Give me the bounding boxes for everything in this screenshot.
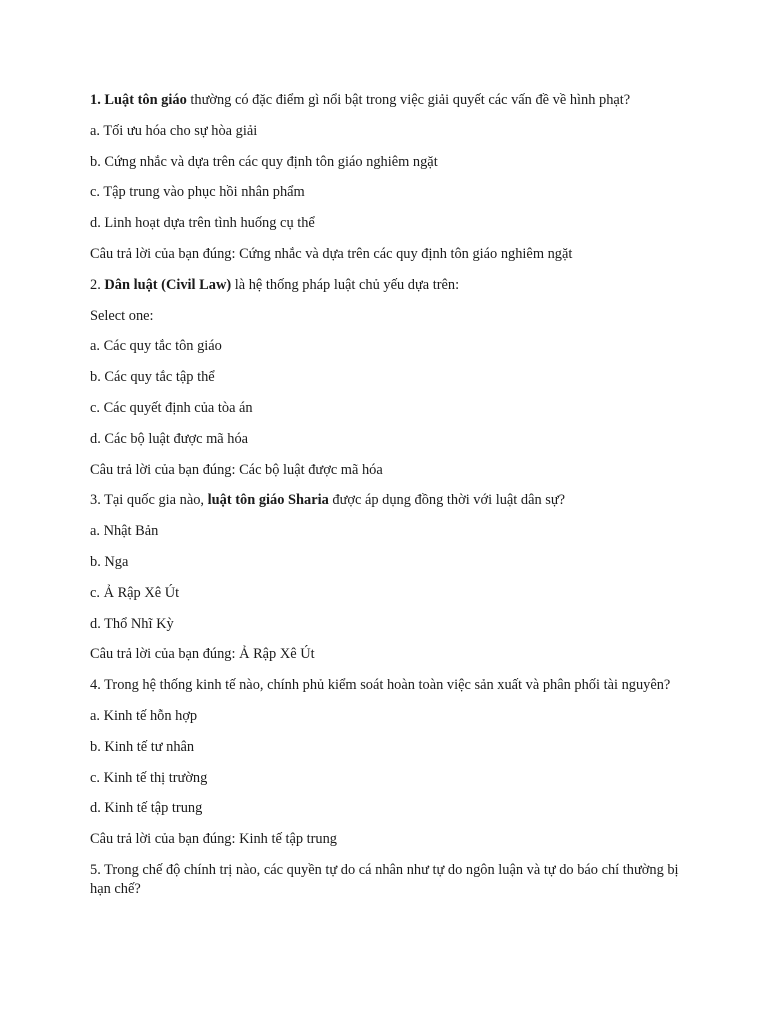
question-2-option-c: c. Các quyết định của tòa án	[90, 399, 253, 416]
question-3-answer: Câu trả lời của bạn đúng: Ả Rập Xê Út	[90, 646, 315, 663]
question-2-select-one: Select one:	[90, 307, 154, 324]
question-4-answer: Câu trả lời của bạn đúng: Kinh tế tập trung	[90, 831, 337, 848]
question-3-option-d: d. Thổ Nhĩ Kỳ	[90, 615, 174, 632]
question-3-keyword: luật tôn giáo Sharia	[207, 492, 329, 509]
quiz-document	[90, 91, 680, 911]
question-1-answer: Câu trả lời của bạn đúng: Cứng nhắc và dựa trên các quy định tôn giáo nghiêm ngặt	[90, 245, 573, 262]
question-3-option-c: c. Ả Rập Xê Út	[90, 584, 180, 601]
question-2-option-d: d. Các bộ luật được mã hóa	[90, 430, 249, 447]
question-2	[90, 276, 680, 295]
question-4: 4. Trong hệ thống kinh tế nào, chính phủ kiểm soát hoàn toàn việc sản xuất và phân phối tài nguyên?	[90, 677, 671, 694]
question-1-keyword: Luật tôn giáo	[104, 92, 187, 108]
question-4-option-a: a. Kinh tế hỗn hợp	[90, 707, 198, 724]
question-1-option-d: d. Linh hoạt dựa trên tình huống cụ thể	[90, 215, 315, 232]
question-2-answer: Câu trả lời của bạn đúng: Các bộ luật được mã hóa	[90, 461, 383, 478]
question-4-option-d: d. Kinh tế tập trung	[90, 800, 203, 817]
question-1-number: 1.	[90, 92, 101, 108]
question-1-option-b: b. Cứng nhắc và dựa trên các quy định tôn giáo nghiêm ngặt	[90, 153, 438, 170]
question-3-option-a: a. Nhật Bản	[90, 523, 159, 540]
question-3	[90, 491, 680, 510]
question-1-option-a: a. Tối ưu hóa cho sự hòa giải	[90, 122, 258, 139]
question-5: 5. Trong chế độ chính trị nào, các quyền tự do cá nhân như tự do ngôn luận và tự do báo chí thường bị hạn chế?	[90, 861, 679, 897]
question-1-text: thường có đặc điểm gì nổi bật trong việc giải quyết các vấn đề về hình phạt?	[186, 92, 631, 108]
question-1-option-c: c. Tập trung vào phục hồi nhân phẩm	[90, 184, 305, 201]
question-2-option-b: b. Các quy tắc tập thể	[90, 369, 215, 386]
question-2-keyword: Dân luật (Civil Law)	[104, 276, 232, 293]
question-4-option-c: c. Kinh tế thị trường	[90, 769, 208, 786]
question-3-prefix: 3. Tại quốc gia nào,	[90, 492, 208, 509]
question-3-text: được áp dụng đồng thời với luật dân sự?	[328, 492, 566, 509]
question-4-option-b: b. Kinh tế tư nhân	[90, 738, 195, 755]
question-2-text: là hệ thống pháp luật chủ yếu dựa trên:	[231, 276, 460, 293]
question-1	[90, 91, 680, 110]
question-3-option-b: b. Nga	[90, 553, 129, 570]
question-2-number: 2.	[90, 276, 101, 293]
question-2-option-a: a. Các quy tắc tôn giáo	[90, 338, 222, 355]
